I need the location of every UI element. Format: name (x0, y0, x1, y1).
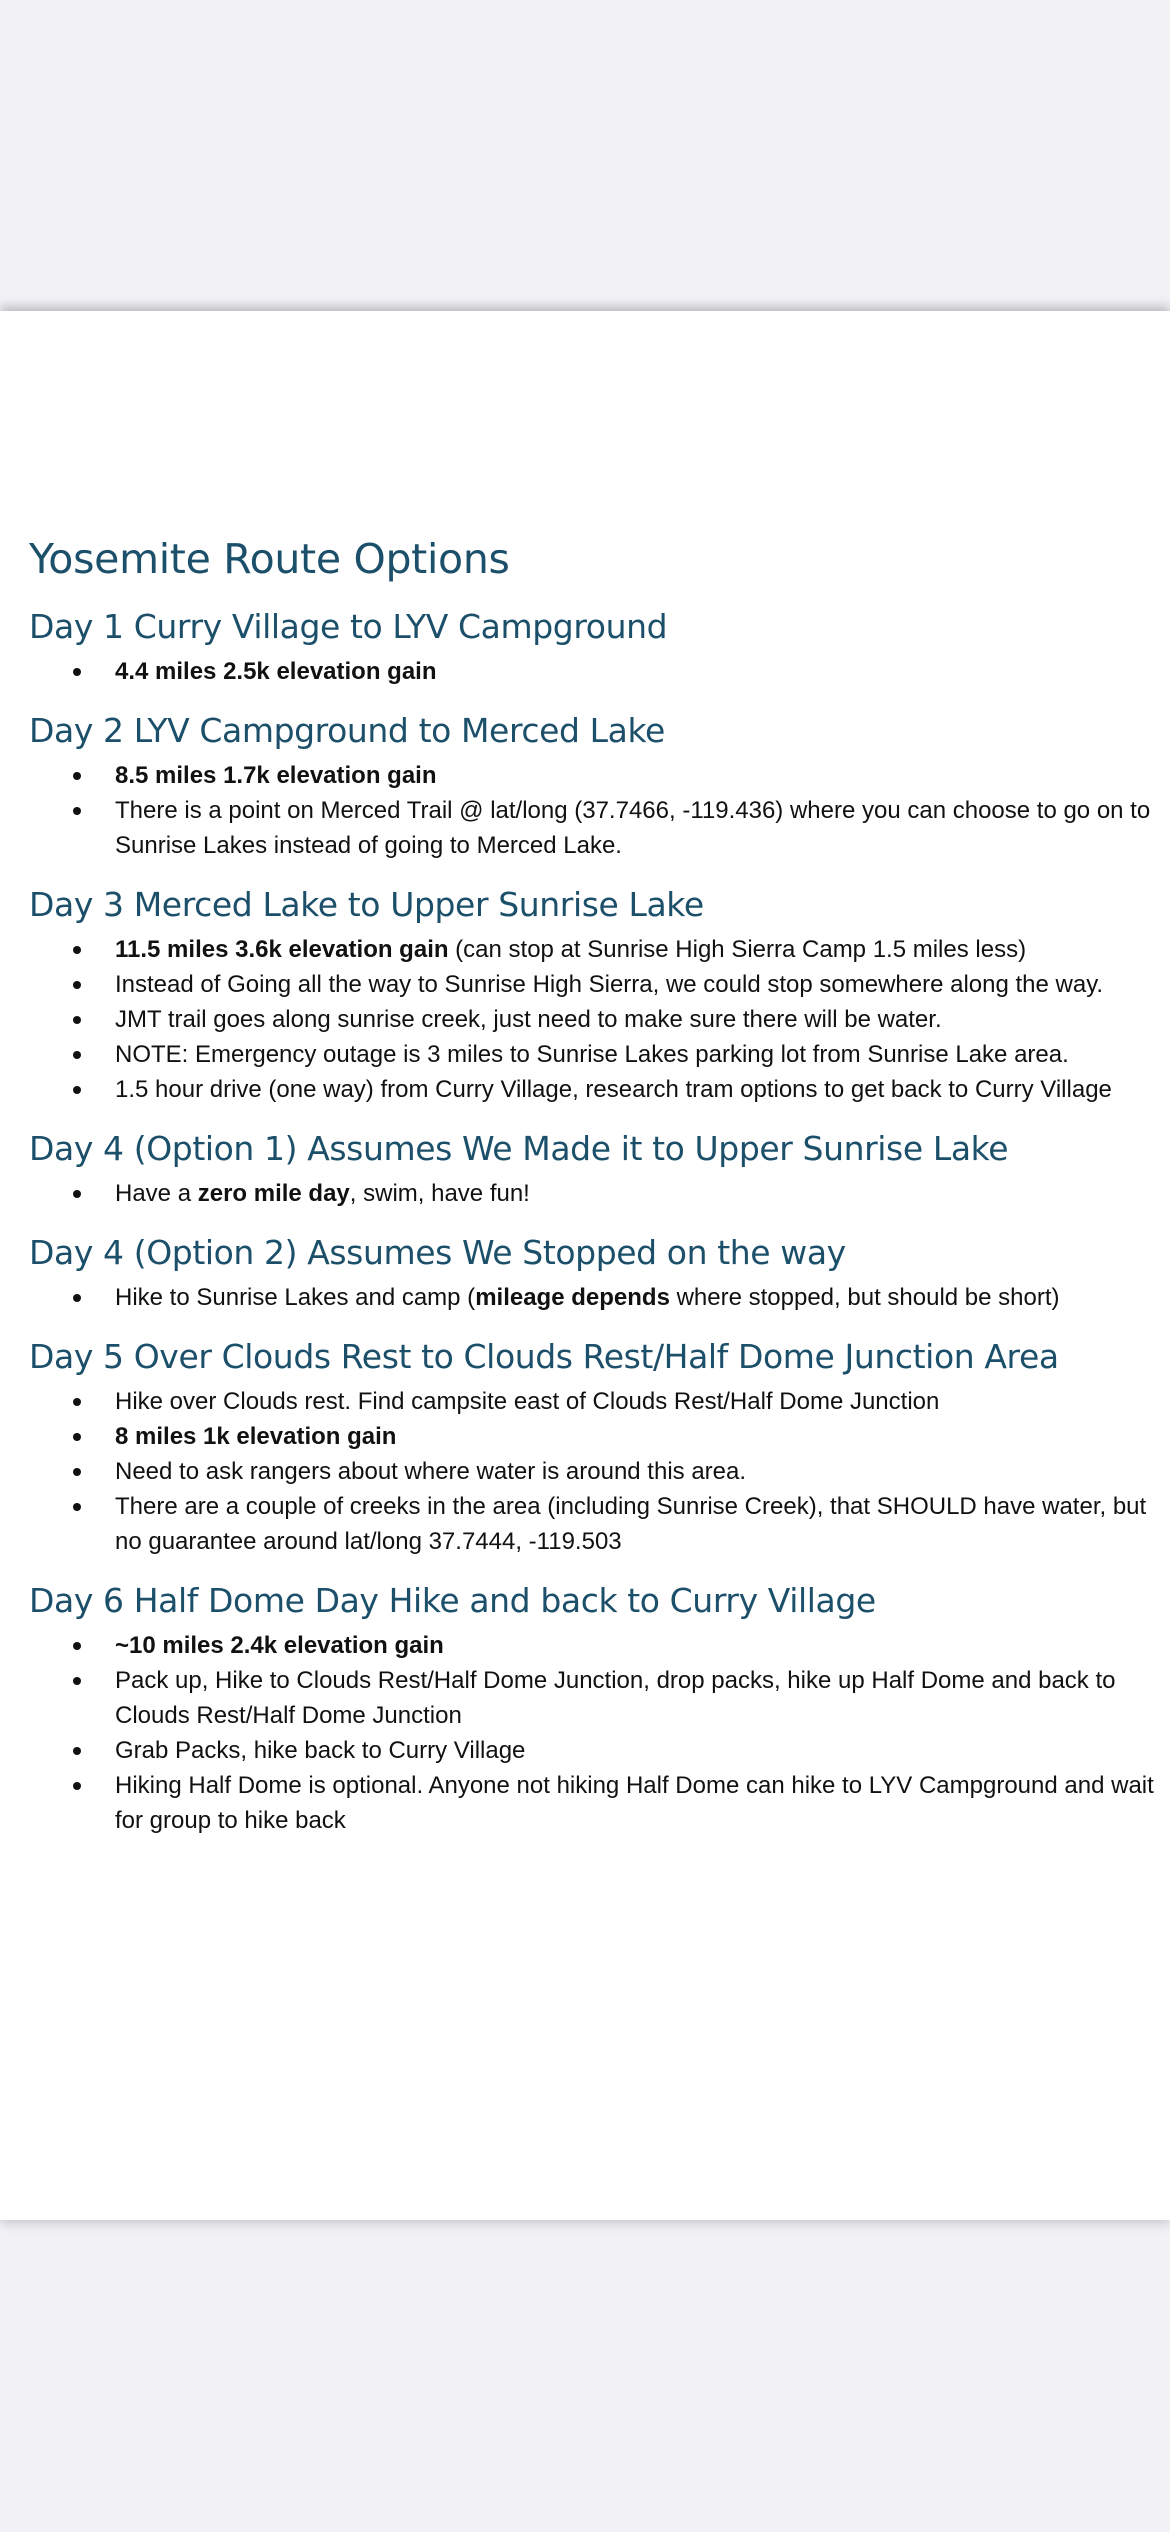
list-item (29, 1072, 1164, 1107)
day-heading: Day 2 LYV Campground to Merced Lake (29, 711, 665, 750)
list-item (29, 1280, 1164, 1315)
list-item (29, 1663, 1164, 1733)
day-section (29, 883, 1164, 1107)
list-text: Have a (115, 1180, 198, 1207)
list-text: , swim, have fun! (349, 1180, 530, 1207)
list-item (29, 932, 1164, 967)
list-text: Instead of Going all the way to Sunrise High Sierra, we could stop somewhere along the way. (115, 971, 1104, 998)
day-section (29, 1231, 1164, 1315)
list-item (29, 793, 1164, 863)
bold-text: 8 miles 1k elevation gain (115, 1423, 397, 1450)
list-item (29, 1733, 1164, 1768)
list-text: Hiking Half Dome is optional. Anyone not hiking Half Dome can hike to LYV Campground and wait for group to hike back (115, 1772, 1154, 1834)
list-text: Hike over Clouds rest. Find campsite east of Clouds Rest/Half Dome Junction (115, 1388, 940, 1415)
list-text: There are a couple of creeks in the area (including Sunrise Creek), that SHOULD have water, but no guarantee around lat/long 37.7444, -119.503 (115, 1493, 1147, 1555)
list-text: JMT trail goes along sunrise creek, just need to make sure there will be water. (115, 1006, 942, 1033)
list-text: where stopped, but should be short) (669, 1284, 1060, 1311)
day-section (29, 1127, 1164, 1211)
day-heading: Day 4 (Option 2) Assumes We Stopped on the way (29, 1233, 846, 1272)
bold-text: ~10 miles 2.4k elevation gain (115, 1632, 444, 1659)
list-item (29, 1384, 1164, 1419)
document-content (29, 531, 1164, 1858)
bold-text: 4.4 miles 2.5k elevation gain (115, 658, 437, 685)
bold-text: zero mile day (197, 1180, 350, 1207)
list-item (29, 1002, 1164, 1037)
day-section (29, 1335, 1164, 1559)
day-heading: Day 3 Merced Lake to Upper Sunrise Lake (29, 885, 704, 924)
list-item (29, 1628, 1164, 1663)
list-text: (can stop at Sunrise High Sierra Camp 1.5 miles less) (448, 936, 1027, 963)
list-item (29, 1176, 1164, 1211)
bullet-list (29, 758, 1164, 863)
bullet-list (29, 932, 1164, 1107)
list-text: There is a point on Merced Trail @ lat/long (37.7466, -119.436) where you can choose to go on to Sunrise Lakes instead of going to Merced Lake. (115, 797, 1151, 859)
list-item (29, 758, 1164, 793)
list-text: Grab Packs, hike back to Curry Village (115, 1737, 526, 1764)
list-item (29, 1454, 1164, 1489)
list-item (29, 1489, 1164, 1559)
list-text: Hike to Sunrise Lakes and camp ( (115, 1284, 476, 1311)
bullet-list (29, 1176, 1164, 1211)
list-text: NOTE: Emergency outage is 3 miles to Sunrise Lakes parking lot from Sunrise Lake area. (115, 1041, 1069, 1068)
bullet-list (29, 1628, 1164, 1838)
list-item (29, 1037, 1164, 1072)
list-text: Pack up, Hike to Clouds Rest/Half Dome Junction, drop packs, hike up Half Dome and back to Clouds Rest/Half Dome Junction (115, 1667, 1116, 1729)
day-heading: Day 5 Over Clouds Rest to Clouds Rest/Half Dome Junction Area (29, 1337, 1059, 1376)
day-heading: Day 1 Curry Village to LYV Campground (29, 607, 668, 646)
bullet-list (29, 1384, 1164, 1559)
list-text: 1.5 hour drive (one way) from Curry Village, research tram options to get back to Curry Village (115, 1076, 1112, 1103)
list-item (29, 654, 1164, 689)
day-section (29, 709, 1164, 863)
day-section (29, 1579, 1164, 1838)
day-heading: Day 6 Half Dome Day Hike and back to Curry Village (29, 1581, 876, 1620)
document-page (0, 311, 1170, 2220)
day-section (29, 605, 1164, 689)
list-item (29, 1768, 1164, 1838)
list-item (29, 1419, 1164, 1454)
bold-text: 11.5 miles 3.6k elevation gain (115, 936, 449, 963)
bold-text: 8.5 miles 1.7k elevation gain (115, 762, 437, 789)
document-title: Yosemite Route Options (29, 535, 510, 583)
bullet-list (29, 654, 1164, 689)
list-text: Need to ask rangers about where water is around this area. (115, 1458, 747, 1485)
day-heading: Day 4 (Option 1) Assumes We Made it to Upper Sunrise Lake (29, 1129, 1009, 1168)
bold-text: mileage depends (475, 1284, 670, 1311)
list-item (29, 967, 1164, 1002)
bullet-list (29, 1280, 1164, 1315)
